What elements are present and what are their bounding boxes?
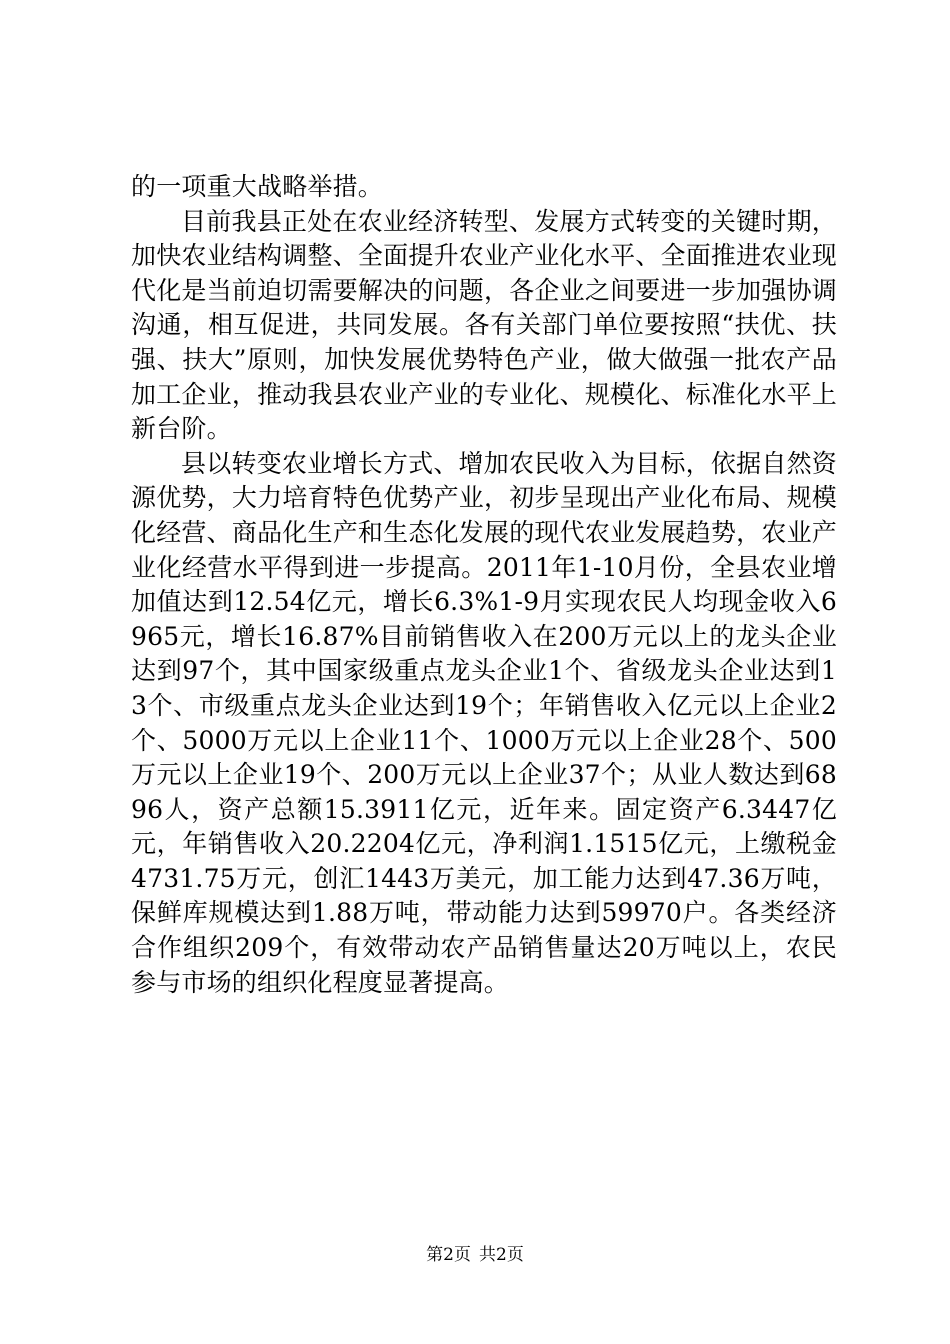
paragraph-3: 县以转变农业增长方式、增加农民收入为目标，依据自然资源优势，大力培育特色优势产业，初步呈现出产业化布局、规模化经营、商品化生产和生态化发展的现代农业发展趋势，农业产业化经营水平得到进一步提高。2011年1-10月份，全县农业增加值达到12.54亿元，增长6.3%1-9月实现农民人均现金收入6965元，增长16.87%目前销售收入在200万元以上的龙头企业达到97个，其中国家级重点龙头企业1个、省级龙头企业达到13个、市级重点龙头企业达到19个；年销售收入亿元以上企业2个、5000万元以上企业11个、1000万元以上企业28个、500万元以上企业19个、200万元以上企业37个；从业人数达到6896人，资产总额15.3911亿元，近年来。固定资产6.3447亿元，年销售收入20.2204亿元，净利润1.1515亿元，上缴税金4731.75万元，创汇1443万美元，加工能力达到47.36万吨，保鲜库规模达到1.88万吨，带动能力达到59970户。各类经济合作组织209个，有效带动农产品销售量达20万吨以上，农民参与市场的组织化程度显著提高。 <box>131 448 837 997</box>
page-footer <box>0 1243 950 1267</box>
paragraph-2: 目前我县正处在农业经济转型、发展方式转变的关键时期，加快农业结构调整、全面提升农业产业化水平、全面推进农业现代化是当前迫切需要解决的问题，各企业之间要进一步加强协调沟通，相互促进，共同发展。各有关部门单位要按照“扶优、扶强、扶大”原则，加快发展优势特色产业，做大做强一批农产品加工企业，推动我县农业产业的专业化、规模化、标准化水平上新台阶。 <box>131 206 837 444</box>
document-body <box>131 170 837 1000</box>
page-total: 共2页 <box>479 1245 524 1265</box>
paragraph-1: 的一项重大战略举措。 <box>131 172 384 201</box>
page-number: 第2页 <box>426 1245 471 1265</box>
